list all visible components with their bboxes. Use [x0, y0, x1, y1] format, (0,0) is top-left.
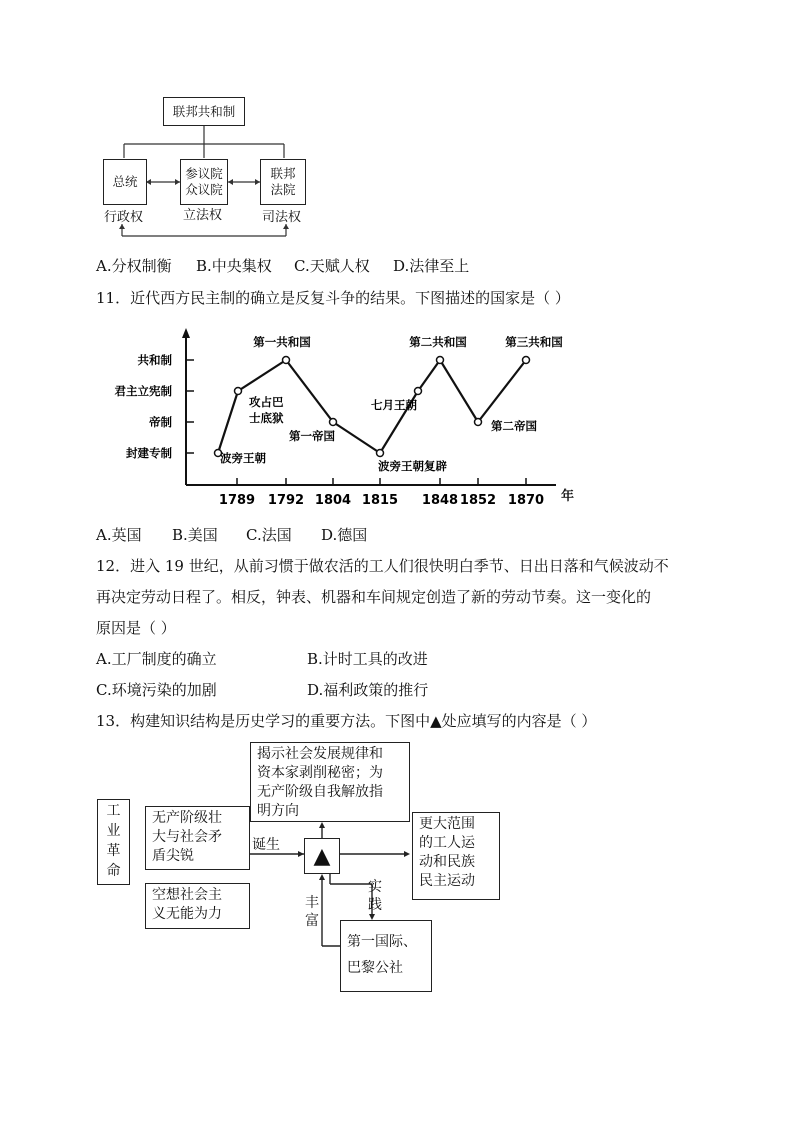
wider-line-1: 更大范围	[419, 816, 475, 832]
data-label: 第二共和国	[409, 335, 467, 349]
international-line-2: 巴黎公社	[347, 960, 403, 976]
practice-label-2: 践	[368, 897, 382, 913]
q12-option-a[interactable]: A.工厂制度的确立	[96, 650, 217, 668]
president-label: 总统	[112, 174, 138, 189]
q11-option-d[interactable]: D.德国	[321, 526, 368, 544]
data-label-annotation: 攻占巴	[249, 395, 284, 409]
x-tick-label: 1815	[361, 493, 399, 508]
triangle-placeholder-box	[304, 838, 340, 874]
reveal-line-1: 揭示社会发展规律和	[257, 746, 383, 762]
reveal-line-3: 无产阶级自我解放指	[257, 784, 383, 800]
q10-option-d[interactable]: D.法律至上	[393, 257, 470, 275]
senate-label: 参议院	[185, 166, 223, 181]
data-label: 第一帝国	[289, 429, 335, 443]
utopian-line-1: 空想社会主	[152, 887, 222, 903]
q11-stem: 11．近代西方民主制的确立是反复斗争的结果。下图描述的国家是（ ）	[96, 289, 570, 307]
data-label: 第二帝国	[491, 419, 537, 433]
x-tick-label: 1792	[267, 493, 305, 508]
judicial-power-label: 司法权	[262, 210, 302, 225]
proletariat-line-2: 大与社会矛	[152, 829, 222, 845]
wider-line-2: 的工人运	[419, 835, 475, 851]
x-tick-label: 1789	[218, 493, 256, 508]
x-axis-label: 年	[561, 489, 575, 504]
y-tick-label: 共和制	[137, 353, 172, 367]
data-label: 波旁王朝复辟	[378, 459, 447, 473]
q11-option-b[interactable]: B.美国	[172, 526, 218, 544]
enrich-label-1: 丰	[305, 895, 319, 911]
practice-label-1: 实	[368, 879, 382, 895]
industrial-char-4: 命	[106, 863, 121, 879]
x-tick-label: 1848	[421, 493, 459, 508]
executive-power-label: 行政权	[104, 210, 144, 225]
proletariat-line-3: 盾尖锐	[152, 848, 194, 864]
q10-option-c[interactable]: C.天赋人权	[294, 257, 370, 275]
proletariat-box	[145, 806, 250, 870]
reveal-laws-box	[250, 742, 410, 822]
federal-republic-label: 联邦共和制	[172, 103, 236, 119]
international-line-1: 第一国际、	[347, 934, 417, 950]
industrial-char-1: 工	[106, 803, 121, 819]
y-tick-label: 君主立宪制	[114, 384, 172, 398]
q12-option-b[interactable]: B.计时工具的改进	[307, 650, 428, 668]
wider-movement-box	[412, 812, 500, 900]
data-label-annotation: 士底狱	[249, 411, 284, 425]
data-label: 第三共和国	[505, 335, 563, 349]
industrial-char-3: 革	[106, 843, 121, 859]
triangle-icon: ▲	[313, 843, 331, 869]
enrich-label-2: 富	[305, 913, 319, 929]
data-label: 第一共和国	[253, 335, 311, 349]
x-tick-label: 1852	[459, 493, 497, 508]
q13-stem: 13．构建知识结构是历史学习的重要方法。下图中▲处应填写的内容是（ ）	[96, 712, 597, 730]
data-label: 七月王朝	[371, 398, 417, 412]
q10-option-a[interactable]: A.分权制衡	[96, 257, 172, 275]
q12-stem-line-2: 再决定劳动日程了。相反，钟表、机器和车间规定创造了新的劳动节奏。这一变化的	[96, 588, 652, 606]
q12-stem-line-1: 12．进入 19 世纪，从前习惯于做农活的工人们很快明白季节、日出日落和气候波动不	[96, 557, 669, 575]
wider-line-3: 动和民族	[419, 854, 475, 870]
y-tick-label: 封建专制	[126, 446, 172, 460]
federal-court-label-1: 联邦	[270, 166, 296, 181]
industrial-revolution-box	[97, 799, 130, 885]
reveal-line-2: 资本家剥削秘密；为	[257, 765, 383, 781]
q11-option-a[interactable]: A.英国	[96, 526, 142, 544]
first-international-box	[340, 920, 432, 992]
q12-option-d[interactable]: D.福利政策的推行	[307, 681, 429, 699]
utopian-socialism-box	[145, 883, 250, 929]
utopian-line-2: 义无能为力	[152, 906, 222, 922]
industrial-char-2: 业	[106, 823, 121, 839]
born-label: 诞生	[252, 837, 280, 853]
federal-court-label-2: 法院	[270, 182, 296, 197]
data-label: 波旁王朝	[220, 451, 266, 465]
legislative-power-label: 立法权	[183, 208, 223, 223]
y-tick-label: 帝制	[149, 415, 172, 429]
house-label: 众议院	[185, 182, 223, 197]
x-tick-label: 1870	[507, 493, 545, 508]
q12-stem-line-3: 原因是（ ）	[96, 619, 176, 637]
q12-option-c[interactable]: C.环境污染的加剧	[96, 681, 217, 699]
wider-line-4: 民主运动	[419, 873, 475, 889]
q11-option-c[interactable]: C.法国	[246, 526, 292, 544]
proletariat-line-1: 无产阶级壮	[152, 810, 222, 826]
reveal-line-4: 明方向	[257, 803, 299, 819]
q10-option-b[interactable]: B.中央集权	[196, 257, 272, 275]
x-tick-label: 1804	[314, 493, 352, 508]
